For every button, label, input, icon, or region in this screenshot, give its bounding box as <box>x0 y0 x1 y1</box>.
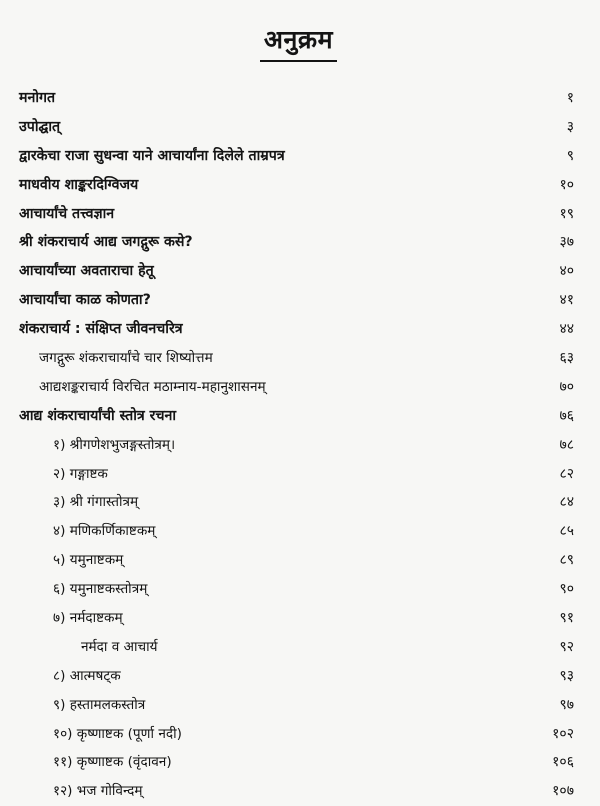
toc-entry-title: ८) आत्मषट्क <box>53 667 121 684</box>
toc-entry-title: जगद्गुरू शंकराचार्यांचे चार शिष्योत्तम <box>39 350 213 367</box>
toc-entry <box>19 633 574 662</box>
toc-entry <box>19 402 574 431</box>
toc-entry-title: १२) भज गोविन्दम् <box>53 783 143 800</box>
toc-entry-page-number: १०७ <box>552 783 574 800</box>
toc-entry-page-number: ८५ <box>559 523 574 540</box>
toc-entry <box>19 777 574 806</box>
toc-entry-page-number: ४० <box>559 263 574 280</box>
toc-entry <box>19 257 574 286</box>
toc-entry-page-number: ९ <box>566 147 574 164</box>
page-title: अनुक्रम <box>260 22 337 62</box>
toc-entry-page-number: ३७ <box>559 234 574 251</box>
toc-entry <box>19 662 574 691</box>
toc-entry-title: १०) कृष्णाष्टक (पूर्णा नदी) <box>53 725 182 742</box>
toc-entry <box>19 604 574 633</box>
toc-entry-page-number: ८९ <box>559 552 574 569</box>
toc-entry <box>19 344 574 373</box>
toc-entry <box>19 575 574 604</box>
toc-entry <box>19 748 574 777</box>
toc-entry-page-number: ७० <box>559 378 574 395</box>
toc-entry <box>19 720 574 749</box>
toc-entry-page-number: ९० <box>559 581 574 598</box>
toc-entry-title: ११) कृष्णाष्टक (वृंदावन) <box>53 754 172 771</box>
toc-entry-page-number: ८४ <box>559 494 574 511</box>
toc-entry <box>19 460 574 489</box>
toc-entry-title: नर्मदा व आचार्य <box>81 638 158 655</box>
toc-entry-page-number: १० <box>559 176 574 193</box>
toc-entry <box>19 286 574 315</box>
toc-entry <box>19 546 574 575</box>
toc-entry-title: ३) श्री गंगास्तोत्रम् <box>53 494 139 511</box>
toc-entry-page-number: ४४ <box>559 321 574 338</box>
toc-entry <box>19 373 574 402</box>
toc-entry-title: उपोद्घात् <box>19 118 61 135</box>
toc-entry <box>19 113 574 142</box>
toc-entry-page-number: १ <box>566 90 574 106</box>
toc-entry-page-number: १०६ <box>552 754 574 771</box>
toc-entry-title: ६) यमुनाष्टकस्तोत्रम् <box>53 581 148 598</box>
toc-entry-page-number: ६३ <box>559 350 574 367</box>
toc-entry-title: ५) यमुनाष्टकम् <box>53 552 124 569</box>
toc-entry-title: आद्य शंकराचार्यांची स्तोत्र रचना <box>19 407 177 424</box>
toc-entry <box>19 691 574 720</box>
toc-entry-page-number: १९ <box>559 205 574 222</box>
toc-entry-title: आचार्यांचे तत्त्वज्ञान <box>19 205 115 222</box>
toc-entry-page-number: ९२ <box>559 638 574 655</box>
toc-entry <box>19 228 574 257</box>
toc-entry-page-number: १०२ <box>552 725 574 742</box>
toc-entry <box>19 84 574 113</box>
toc-entry <box>19 142 574 171</box>
toc-entry <box>19 171 574 200</box>
toc-entry-title: मनोगत <box>19 90 56 106</box>
table-of-contents <box>19 84 574 806</box>
title-wrap <box>23 22 574 84</box>
toc-entry-page-number: ८२ <box>559 465 574 482</box>
toc-entry <box>19 431 574 460</box>
toc-entry-title: ४) मणिकर्णिकाष्टकम् <box>53 523 156 540</box>
toc-entry-page-number: ७८ <box>559 436 574 453</box>
toc-entry-title: श्री शंकराचार्य आद्य जगद्गुरू कसे? <box>19 234 193 251</box>
toc-entry <box>19 488 574 517</box>
toc-entry <box>19 200 574 229</box>
toc-entry-title: आचार्यांचा काळ कोणता? <box>19 292 151 309</box>
toc-entry-title: शंकराचार्य : संक्षिप्त जीवनचरित्र <box>19 321 183 338</box>
toc-entry-title: माधवीय शाङ्करदिग्विजय <box>19 176 139 193</box>
toc-entry-title: ९) हस्तामलकस्तोत्र <box>53 696 146 713</box>
toc-entry-page-number: ३ <box>566 118 574 135</box>
toc-entry-page-number: ९७ <box>559 696 574 713</box>
toc-entry-title: २) गङ्गाष्टक <box>53 465 108 482</box>
toc-entry-title: आचार्यांच्या अवताराचा हेतू <box>19 263 154 280</box>
toc-entry-title: ७) नर्मदाष्टकम् <box>53 610 123 627</box>
toc-entry-page-number: ९३ <box>559 667 574 684</box>
toc-entry-title: आद्यशङ्कराचार्य विरचित मठाम्नाय-महानुशासनम् <box>39 378 266 395</box>
toc-entry <box>19 315 574 344</box>
toc-entry-title: १) श्रीगणेशभुजङ्गस्तोत्रम्। <box>53 436 176 453</box>
toc-entry-page-number: ४१ <box>559 292 574 309</box>
toc-entry-page-number: ९१ <box>559 610 574 627</box>
toc-entry-title: द्वारकेचा राजा सुधन्वा याने आचार्यांना दिलेले ताम्रपत्र <box>19 147 285 164</box>
toc-entry-page-number: ७६ <box>559 407 574 424</box>
toc-entry <box>19 517 574 546</box>
